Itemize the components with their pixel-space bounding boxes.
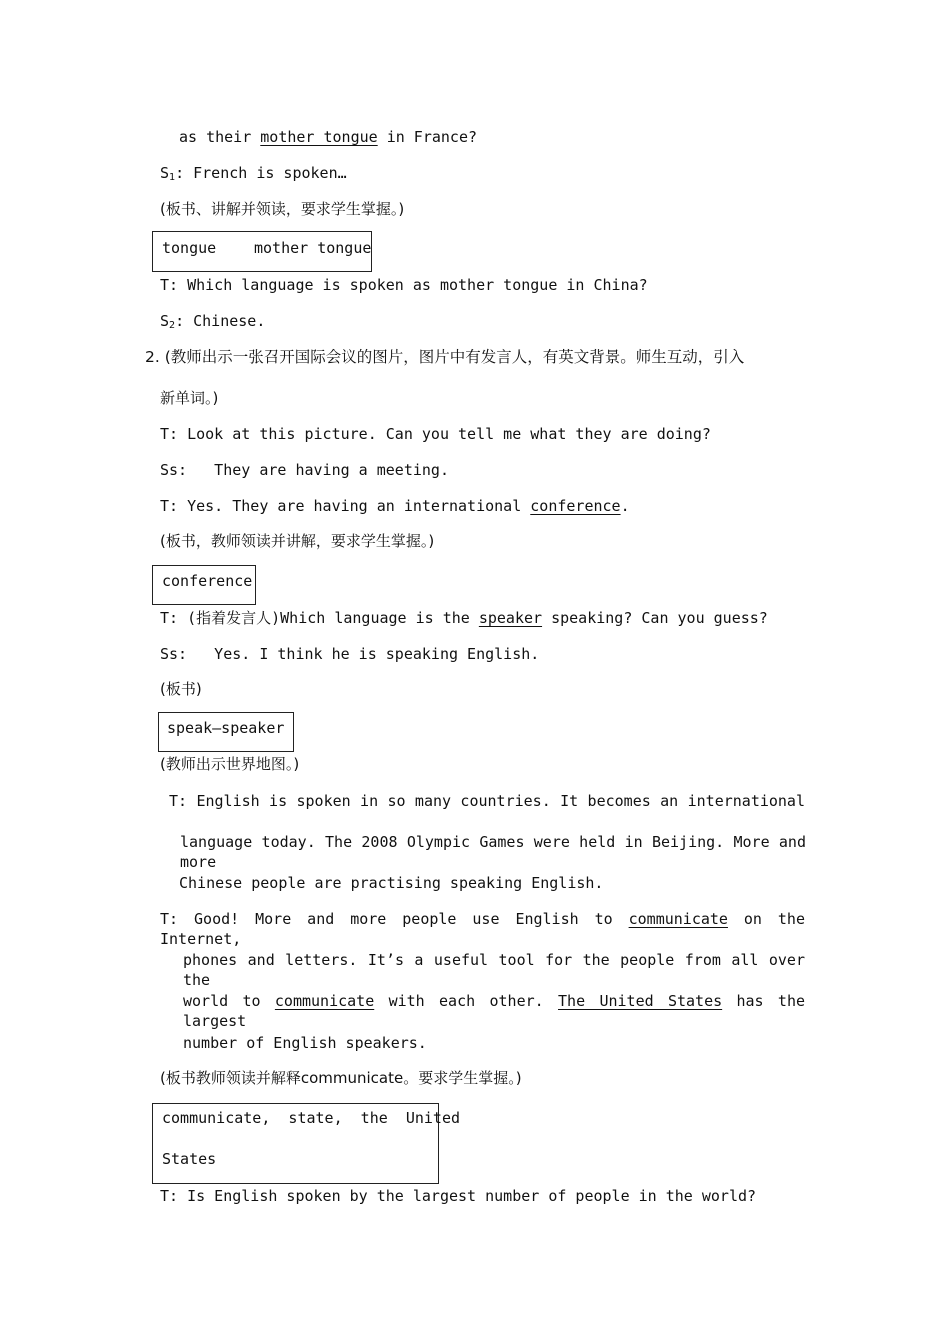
instruction-line: (板书，教师领读并讲解，要求学生掌握。) — [160, 532, 435, 550]
underlined-term: The United States — [558, 992, 723, 1010]
text: on the Internet, — [160, 910, 805, 948]
text: : French is spoken… — [175, 164, 347, 182]
underlined-term: conference — [530, 497, 621, 515]
speaker-subscript: 2 — [169, 320, 176, 331]
text-line — [160, 311, 265, 336]
underlined-term: mother tongue — [260, 128, 378, 146]
vocab-word: conference — [162, 572, 253, 590]
speaker-label: S — [160, 312, 170, 330]
underlined-term: communicate — [628, 910, 728, 928]
text-line: number of English speakers. — [183, 1034, 427, 1052]
text: speaking? Can you guess? — [542, 609, 768, 627]
vocab-word: tongue — [162, 239, 217, 257]
vocab-word: mother tongue — [254, 239, 372, 257]
text: : Chinese. — [175, 312, 266, 330]
text-line: Ss: Yes. I think he is speaking English. — [160, 645, 540, 663]
instruction-line: (板书教师领读并解释communicate。要求学生掌握。) — [160, 1069, 522, 1087]
vocab-word: speak—speaker — [167, 719, 285, 737]
numbered-instruction: 2. (教师出示一张召开国际会议的图片，图片中有发言人，有英文背景。师生互动，引入 — [145, 348, 745, 366]
text-line — [160, 163, 347, 188]
blackboard-box — [152, 1103, 461, 1184]
text-line — [160, 909, 805, 949]
text: T: (指着发言人)Which language is the — [160, 609, 479, 627]
text: as their — [179, 128, 261, 146]
text: T: Good! More and more people use English to — [160, 910, 629, 928]
blackboard-box — [152, 565, 256, 605]
speaker-subscript: 1 — [169, 172, 176, 183]
text-line — [183, 991, 805, 1031]
speaker-label: S — [160, 164, 170, 182]
text-line: phones and letters. It’s a useful tool for the people from all over the — [183, 951, 805, 989]
instruction-line: 新单词。) — [160, 389, 219, 407]
vocab-word: States — [162, 1150, 217, 1168]
text: in France? — [377, 128, 478, 146]
text: . — [620, 497, 630, 515]
text: world to — [183, 992, 275, 1010]
text: with each other. — [374, 992, 559, 1010]
text-line — [160, 496, 630, 516]
instruction-line: (板书、讲解并领读，要求学生掌握。) — [160, 200, 405, 218]
underlined-term: speaker — [478, 609, 543, 627]
instruction-line: (板书) — [160, 680, 202, 698]
instruction-line: (教师出示世界地图。) — [160, 755, 300, 773]
text: T: Yes. They are having an international — [160, 497, 531, 515]
text-line: Ss: They are having a meeting. — [160, 461, 449, 479]
text-line: T: Look at this picture. Can you tell me what they are doing? — [160, 425, 711, 443]
text-line: T: Is English spoken by the largest number of people in the world? — [160, 1187, 757, 1205]
underlined-term: communicate — [274, 992, 375, 1010]
text-line: T: Which language is spoken as mother tongue in China? — [160, 276, 648, 294]
text-line — [179, 127, 477, 147]
text-line: Chinese people are practising speaking English. — [179, 874, 604, 892]
vocab-word: communicate, state, the United — [162, 1109, 461, 1127]
blackboard-box — [158, 712, 294, 752]
text-line — [160, 608, 768, 628]
text-line: language today. The 2008 Olympic Games were held in Beijing. More and more — [180, 833, 806, 871]
blackboard-box — [152, 231, 372, 272]
text-line: T: English is spoken in so many countries. It becomes an international — [169, 792, 805, 810]
text: has the largest — [183, 992, 806, 1030]
